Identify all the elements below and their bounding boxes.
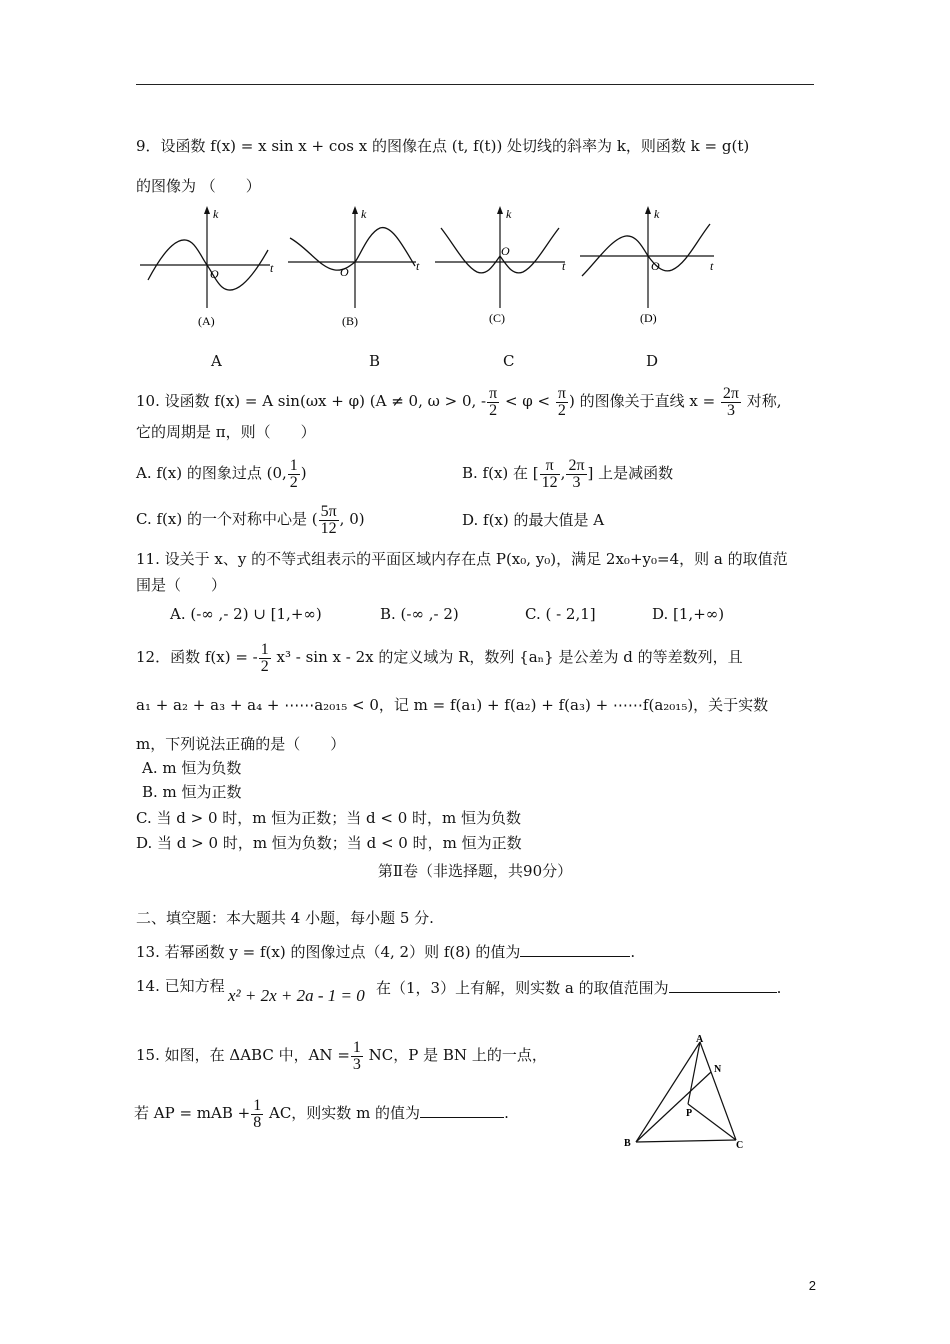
graph-a-o-label: O	[210, 267, 219, 281]
graph-b-o-label: O	[340, 265, 349, 279]
graph-a-caption: (A)	[198, 314, 215, 328]
q11-option-a: A. (-∞ ,- 2) ∪ [1,+∞)	[170, 605, 322, 623]
q12-line2: a₁ + a₂ + a₃ + a₄ + ⋯⋯a₂₀₁₅ < 0，记 m = f(a₁) + f(a₂) + f(a₃) + ⋯⋯f(a₂₀₁₅)，关于实数	[136, 696, 769, 714]
graph-d-t-label: t	[710, 259, 714, 273]
q11-option-b: B. (-∞ ,- 2)	[380, 605, 459, 623]
fig-label-n: N	[714, 1064, 722, 1075]
graph-c-k-label: k	[506, 207, 512, 221]
q10-option-c: C. f(x) 的一个对称中心是 ( $\frac{5\pi}{12}$ , 0)	[136, 502, 365, 537]
q9-choice-b: B	[369, 352, 381, 370]
q9-graphs	[130, 198, 730, 338]
q12-option-c: C. 当 d > 0 时，m 恒为正数；当 d < 0 时，m 恒为负数	[136, 809, 522, 827]
graph-b-t-label: t	[416, 259, 420, 273]
q14-tail: 在（1，3）上有解，则实数 a 的取值范围为 .	[376, 976, 781, 998]
q14-answer-blank[interactable]	[669, 976, 777, 993]
graph-c-caption: (C)	[489, 311, 505, 325]
q12-option-a: A. m 恒为负数	[142, 759, 242, 777]
q13: 13. 若幂函数 y = f(x) 的图像过点（4, 2）则 f(8) 的值为 .	[136, 940, 635, 962]
q9-choice-d: D	[646, 352, 659, 370]
fig-label-b: B	[624, 1138, 631, 1149]
q11-option-d: D. [1,+∞)	[652, 605, 725, 623]
fig-label-a: A	[696, 1034, 704, 1045]
q15-line1: 15. 如图，在 ΔABC 中，AN = $\frac{1}{3}$ NC，P 是 BN 上的一点，	[136, 1038, 547, 1073]
q15-triangle-figure	[618, 1032, 754, 1156]
q9-choice-a: A	[211, 352, 222, 370]
graph-b-k-label: k	[361, 207, 367, 221]
graph-d-o-label: O	[651, 259, 660, 273]
q9-choice-c: C	[503, 352, 515, 370]
graph-b	[288, 206, 420, 328]
section-title: 第Ⅱ卷（非选择题，共90分）	[377, 862, 573, 880]
q14: 14. 已知方程	[136, 977, 225, 995]
q9-line2: 的图像为 （ ）	[136, 177, 261, 195]
q10-option-a: A. f(x) 的图象过点 (0, $\frac{1}{2}$ )	[136, 456, 307, 491]
q13-answer-blank[interactable]	[520, 940, 630, 957]
q11-option-c: C. ( - 2,1]	[525, 605, 596, 623]
q12-option-b: B. m 恒为正数	[142, 783, 242, 801]
graph-d-caption: (D)	[640, 311, 657, 325]
graph-c-t-label: t	[562, 259, 566, 273]
header-rule	[136, 84, 814, 85]
graph-c	[435, 206, 566, 325]
q12-line3: m，下列说法正确的是（ ）	[136, 735, 346, 753]
page-number: 2	[808, 1278, 816, 1293]
q10-line1: 10. 设函数 f(x) = A sin(ωx + φ) (A ≠ 0, ω > 0, - $\frac{\pi}{2}$ < φ < $\frac{\pi}{2}$ ) 的图像关于直线 x = $\frac{2\pi}{3}$ 对称,	[136, 384, 782, 419]
graph-c-o-label: O	[501, 244, 510, 258]
q15-line2: 若 AP = mAB + $\frac{1}{8}$ AC，则实数 m 的值为 .	[134, 1096, 509, 1131]
graph-b-caption: (B)	[342, 314, 358, 328]
part2-heading: 二、填空题：本大题共 4 小题，每小题 5 分.	[136, 909, 434, 927]
q9-line1: 9．设函数 f(x) = x sin x + cos x 的图像在点 (t, f(t)) 处切线的斜率为 k，则函数 k = g(t)	[136, 137, 750, 155]
graph-d-k-label: k	[654, 207, 660, 221]
graph-a-k-label: k	[213, 207, 219, 221]
graph-a	[140, 206, 274, 328]
q11-line2: 围是（ ）	[136, 576, 227, 594]
q10-option-d: D. f(x) 的最大值是 A	[462, 511, 605, 529]
graph-a-t-label: t	[270, 261, 274, 275]
q12-option-d: D. 当 d > 0 时，m 恒为负数；当 d < 0 时，m 恒为正数	[136, 834, 522, 852]
q11-line1: 11. 设关于 x、y 的不等式组表示的平面区域内存在点 P(x₀, y₀)，满足 2x₀+y₀=4，则 a 的取值范	[136, 550, 788, 568]
q12-line1: 12．函数 f(x) = - $\frac{1}{2}$ x³ - sin x - 2x 的定义域为 R，数列 {aₙ} 是公差为 d 的等差数列，且	[136, 640, 743, 675]
q10-line2: 它的周期是 π，则（ ）	[136, 423, 316, 441]
graph-d	[580, 206, 714, 325]
fig-label-c: C	[736, 1140, 744, 1151]
q15-answer-blank[interactable]	[420, 1101, 504, 1118]
q14-equation: x² + 2x + 2a - 1 = 0	[228, 986, 365, 1005]
fig-label-p: P	[686, 1108, 693, 1119]
q10-option-b: B. f(x) 在 [ $\frac{\pi}{12}$ , $\frac{2\pi}{3}$ ] 上是减函数	[462, 456, 674, 491]
